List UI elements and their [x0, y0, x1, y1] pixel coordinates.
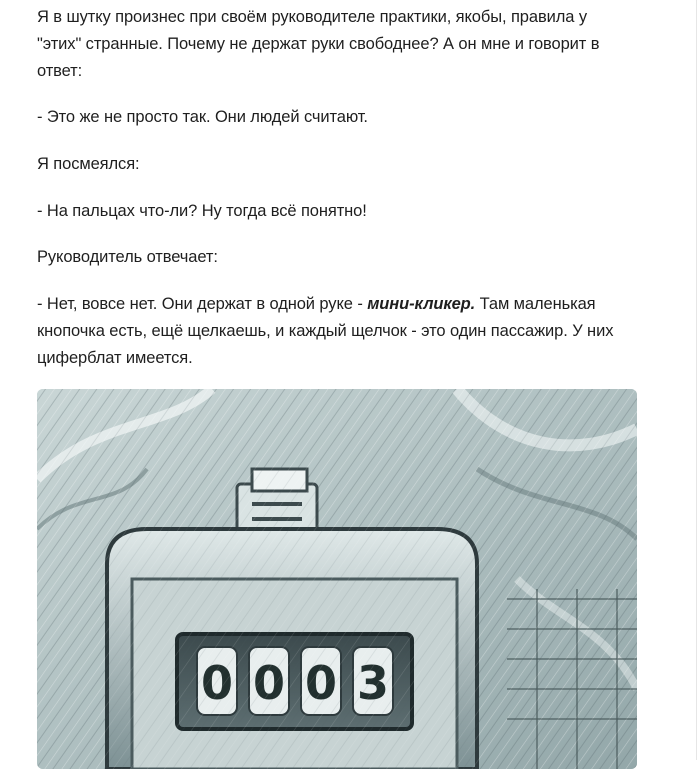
paragraph-quote-2 — [37, 198, 367, 225]
text-line: Я посмеялся: — [37, 155, 140, 173]
text-line: - На пальцах что-ли? Ну тогда всё понятно! — [37, 202, 367, 220]
text-line: "этих" странные. Почему не держат руки свободнее? А он мне и говорит в — [37, 35, 600, 53]
text-line: циферблат имеется. — [37, 349, 193, 367]
text-line: Руководитель отвечает: — [37, 248, 218, 266]
paragraph-laugh — [37, 151, 140, 178]
text-line: Я в шутку произнес при своём руководителе практики, якобы, правила у — [37, 8, 587, 26]
clicker-illustration — [37, 389, 637, 769]
emphasis-text: мини-кликер. — [367, 295, 476, 313]
text-fragment: Там маленькая — [475, 295, 596, 313]
paragraph-quote-1 — [37, 104, 368, 131]
text-line: ответ: — [37, 62, 83, 80]
text-line — [37, 291, 613, 318]
paragraph-answer — [37, 291, 613, 372]
paragraph-answer-intro — [37, 244, 218, 271]
article-image-clicker-counter — [37, 389, 637, 769]
text-line: кнопочка есть, ещё щелкаешь, и каждый щелчок - это один пассажир. У них — [37, 322, 614, 340]
text-fragment: - Нет, вовсе нет. Они держат в одной руке - — [37, 295, 368, 313]
text-line: - Это же не просто так. Они людей считают. — [37, 108, 368, 126]
paragraph-intro — [37, 4, 599, 85]
